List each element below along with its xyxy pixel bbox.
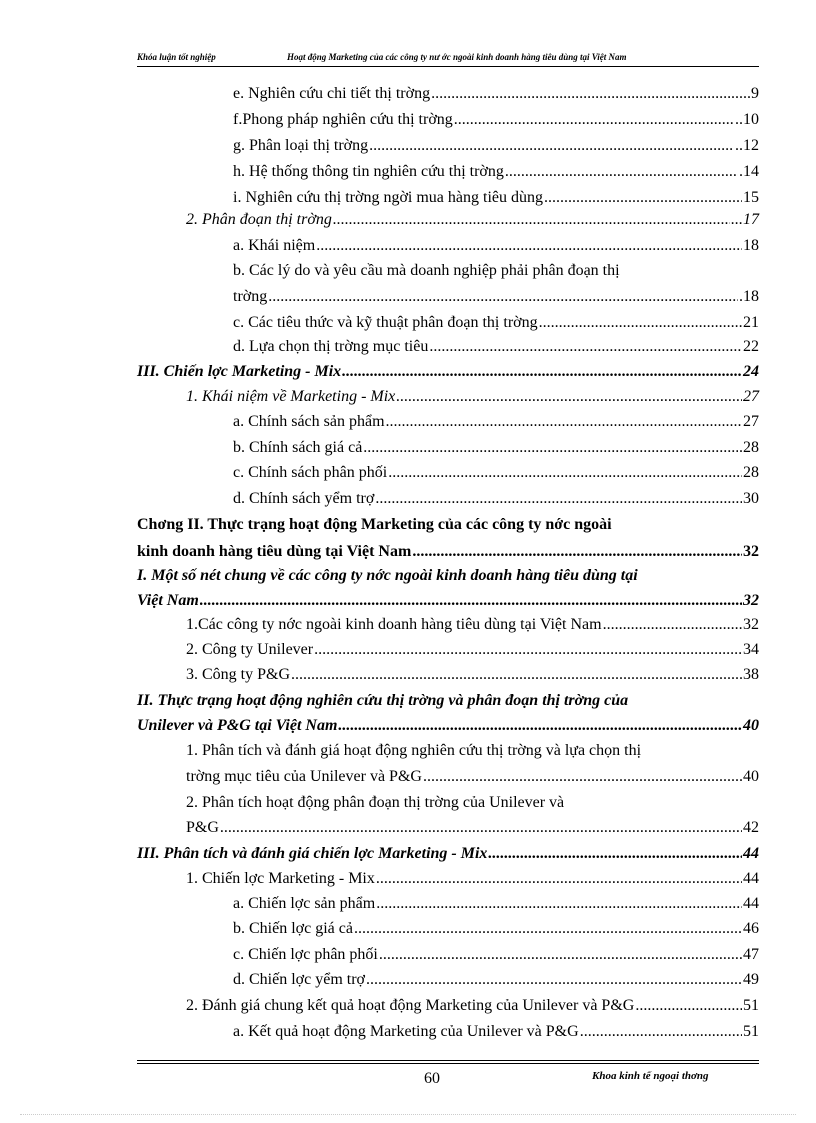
toc-entry-section: Unilever và P&G tại Việt Nam ..... 40 [137,713,759,739]
toc-entry: a. Chính sách sản phẩm ..... 27 [233,409,759,435]
toc-entry-chapter-wrapped: Chơng II. Thực trạng hoạt động Marketing của các công ty nớc ngoài [137,516,612,533]
toc-entry: d. Chính sách yểm trợ ..... 30 [233,486,759,512]
toc-entry: a. Chiến lợc sản phẩm ..... 44 [233,891,759,917]
toc-entry: a. Khái niệm ..... 18 [233,233,759,259]
toc-entry: c. Các tiêu thức và kỹ thuật phân đoạn thị trờng ..... 21 [233,310,759,336]
toc-entry: trờng ..... .18 [233,284,759,310]
footer-faculty: Khoa kinh tế ngoại thơng [592,1070,709,1082]
toc-entry: h. Hệ thống thông tin nghiên cứu thị trờng ..... .14 [233,159,759,185]
toc-entry-section: Việt Nam ..... 32 [137,588,759,614]
page-border [20,1114,796,1115]
toc-entry-wrapped: 2. Phân tích hoạt động phân đoạn thị trờng của Unilever và [186,794,565,811]
footer-rule [137,1063,759,1064]
toc-entry-section: III. Chiến lợc Marketing - Mix ..... 24 [137,359,759,385]
toc-entry: P&G ..... 42 [186,815,759,841]
toc-entry-wrapped: b. Các lý do và yêu cầu mà doanh nghiệp phải phân đoạn thị [233,262,620,279]
toc-entry: trờng mục tiêu của Unilever và P&G ..... 40 [186,764,759,790]
header-thesis-title: Hoạt động Marketing của các công ty nư ớc ngoài kinh doanh hàng tiêu dùng tại Việt Nam [287,52,627,62]
toc-entry: i. Nghiên cứu thị trờng ngời mua hàng tiêu dùng ..... 15 [233,185,759,211]
toc-entry: c. Chiến lợc phân phối ..... 47 [233,942,759,968]
toc-entry: d. Lựa chọn thị trờng mục tiêu ..... 22 [233,334,759,360]
page-number: 60 [424,1070,440,1087]
toc-entry-wrapped: 1. Phân tích và đánh giá hoạt động nghiên cứu thị trờng và lựa chọn thị [186,742,642,759]
toc-entry: 1.Các công ty nớc ngoài kinh doanh hàng tiêu dùng tại Việt Nam ..... 32 [186,612,759,638]
toc-entry-section-wrapped: II. Thực trạng hoạt động nghiên cứu thị trờng và phân đoạn thị trờng của [137,692,629,709]
toc-entry-subsection: 1. Khái niệm về Marketing - Mix ..... 27 [186,384,759,410]
toc-entry: 2. Công ty Unilever ..... 34 [186,637,759,663]
toc-entry: d. Chiến lợc yểm trợ ..... 49 [233,967,759,993]
toc-entry: f.Phong pháp nghiên cứu thị trờng ..... ..10 [233,107,759,133]
toc-entry: a. Kết quả hoạt động Marketing của Unilever và P&G ..... 51 [233,1019,759,1045]
toc-entry: c. Chính sách phân phối ..... 28 [233,460,759,486]
footer-rule [137,1060,759,1061]
toc-entry: g. Phân loại thị trờng ..... ..12 [233,133,759,159]
toc-entry: e. Nghiên cứu chi tiết thị trờng ..... .....9 [233,81,759,107]
toc-entry: b. Chính sách giá cả ..... .28 [233,435,759,461]
toc-entry: 2. Đánh giá chung kết quả hoạt động Marketing của Unilever và P&G ..... 51 [186,993,759,1019]
toc-entry-chapter: kinh doanh hàng tiêu dùng tại Việt Nam ..... 32 [137,539,759,565]
toc-entry-section: III. Phân tích và đánh giá chiến lợc Marketing - Mix ..... 44 [137,841,759,867]
toc-entry: 3. Công ty P&G ..... 38 [186,662,759,688]
toc-entry: b. Chiến lợc giá cả ..... 46 [233,916,759,942]
toc-entry: 1. Chiến lợc Marketing - Mix ..... 44 [186,866,759,892]
running-header [137,52,759,66]
header-rule [137,66,759,67]
header-thesis-label: Khóa luận tốt nghiệp [137,52,216,62]
toc-entry-subsection: 2. Phân đoạn thị trờng ..... ...17 [186,207,759,233]
toc-entry-section-wrapped: I. Một số nét chung về các công ty nớc ngoài kinh doanh hàng tiêu dùng tại [137,567,638,584]
